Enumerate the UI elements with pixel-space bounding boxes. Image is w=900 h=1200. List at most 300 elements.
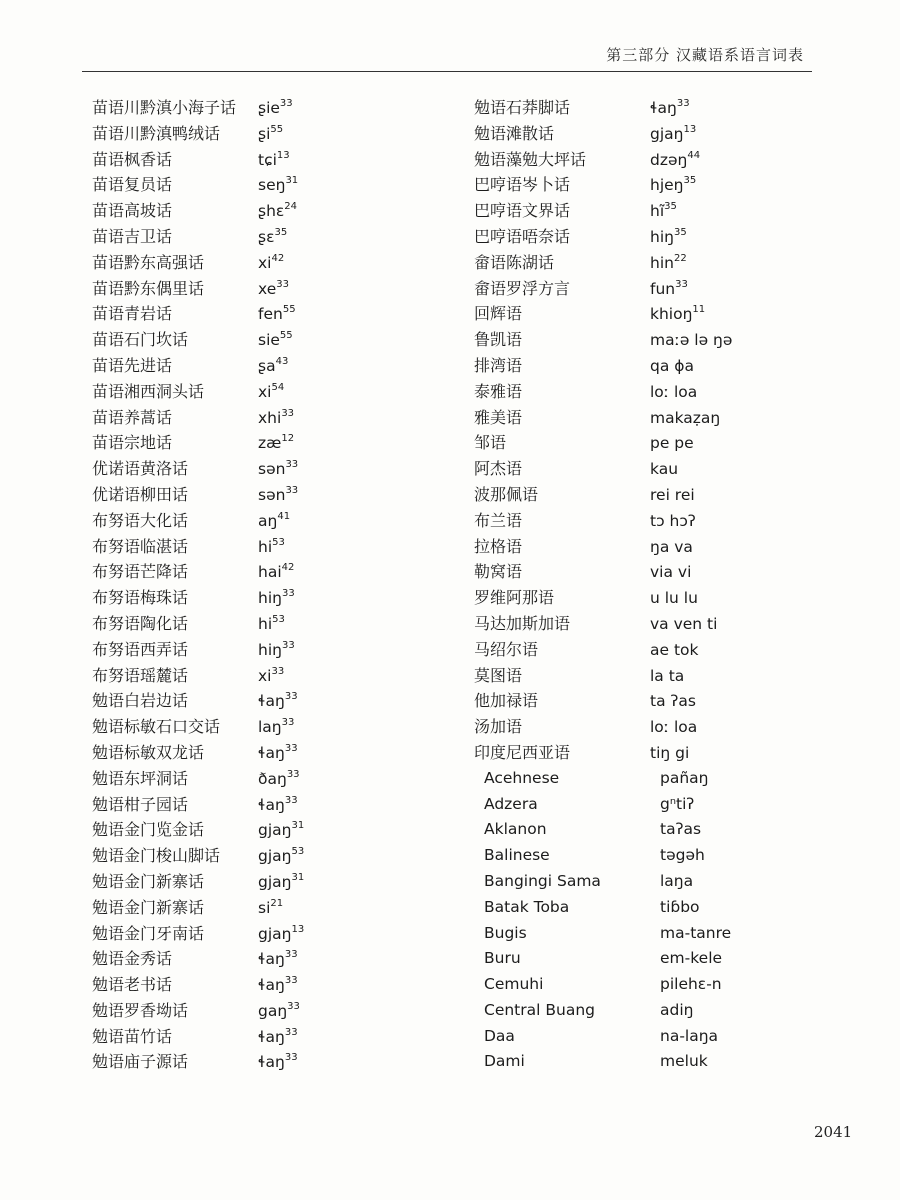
word-form-text: sən xyxy=(258,485,286,504)
tone-mark: 31 xyxy=(285,175,299,187)
word-entry xyxy=(92,714,432,740)
word-entry xyxy=(92,843,432,869)
word-entry xyxy=(474,430,814,456)
word-entry xyxy=(92,508,432,534)
word-entry xyxy=(92,559,432,585)
word-form xyxy=(660,766,708,792)
word-entry xyxy=(474,121,814,147)
word-entry xyxy=(474,353,814,379)
word-entry xyxy=(92,430,432,456)
tone-mark: 33 xyxy=(271,665,285,677)
word-entry xyxy=(92,276,432,302)
language-name: 波那佩语 xyxy=(474,484,539,504)
word-form xyxy=(258,354,288,380)
word-form xyxy=(258,560,294,586)
tone-mark: 35 xyxy=(664,201,677,213)
word-form xyxy=(650,689,696,715)
tone-mark: 33 xyxy=(284,742,298,754)
language-name: 苗语石门坎话 xyxy=(92,330,189,350)
word-form xyxy=(650,277,688,303)
word-entry xyxy=(474,508,814,534)
language-name: 勉语金门览金话 xyxy=(92,820,205,840)
tone-mark: 55 xyxy=(279,330,293,342)
language-name: 他加禄语 xyxy=(474,691,539,711)
language-name: Bugis xyxy=(484,923,527,942)
tone-mark: 43 xyxy=(275,355,289,367)
word-form-text: kau xyxy=(650,460,679,479)
language-name: 雅美语 xyxy=(474,407,523,427)
word-entry xyxy=(474,147,814,173)
language-name: 苗语高坡话 xyxy=(92,201,173,221)
word-form-text: ŋa va xyxy=(650,537,693,556)
language-name: 布努语临湛话 xyxy=(92,536,189,556)
word-entry xyxy=(92,1024,432,1050)
language-name: 排湾语 xyxy=(474,355,523,375)
language-name: 苗语先进话 xyxy=(92,355,173,375)
tone-mark: 24 xyxy=(284,201,298,213)
word-form xyxy=(650,664,684,690)
word-form xyxy=(258,1025,298,1051)
tone-mark: 44 xyxy=(687,149,701,161)
word-entry xyxy=(474,998,814,1024)
word-entry xyxy=(474,714,814,740)
word-entry xyxy=(474,972,814,998)
word-entry xyxy=(474,379,814,405)
language-name: 勉语石莽脚话 xyxy=(474,98,571,117)
page-number: 2041 xyxy=(814,1123,853,1141)
language-name: 布努语大化话 xyxy=(92,510,189,530)
word-form xyxy=(258,535,285,561)
word-form xyxy=(650,354,694,380)
word-entry xyxy=(474,327,814,353)
language-name: 勉语苗竹话 xyxy=(92,1026,173,1046)
word-form-text: na-laŋa xyxy=(660,1026,719,1045)
word-form xyxy=(258,844,304,870)
word-entry xyxy=(92,224,432,250)
word-entry xyxy=(474,740,814,766)
word-form-text: pilehɛ-n xyxy=(660,975,722,994)
word-form-text: makaẓaŋ xyxy=(650,408,721,427)
word-entry xyxy=(92,585,432,611)
language-name: Central Buang xyxy=(484,1000,595,1019)
language-name: 马绍尔语 xyxy=(474,639,539,659)
word-form-text: gjaŋ xyxy=(258,924,292,943)
tone-mark: 33 xyxy=(676,98,690,109)
tone-mark: 53 xyxy=(291,846,305,858)
word-form xyxy=(258,251,284,277)
tone-mark: 33 xyxy=(284,1052,298,1064)
language-name: 勉语老书话 xyxy=(92,975,173,995)
word-form xyxy=(258,225,287,251)
word-form xyxy=(660,998,693,1024)
word-form-text: hi xyxy=(258,537,273,556)
word-form xyxy=(660,921,731,947)
word-form xyxy=(258,999,300,1025)
language-name: 勉语柑子园话 xyxy=(92,794,189,814)
word-form-text: gjaŋ xyxy=(650,124,684,143)
word-form-text: la ta xyxy=(650,666,685,685)
language-name: 罗维阿那语 xyxy=(474,588,555,608)
word-form-text: ðaŋ xyxy=(258,769,287,788)
word-form xyxy=(258,302,296,328)
word-form xyxy=(258,483,298,509)
word-form xyxy=(650,741,689,767)
word-entry xyxy=(92,611,432,637)
language-name: 勉语标敏石口交话 xyxy=(92,717,221,737)
word-form-text: ʂɛ xyxy=(258,227,275,246)
word-entry xyxy=(92,740,432,766)
word-entry xyxy=(474,250,814,276)
word-form-text: seŋ xyxy=(258,176,286,195)
word-form xyxy=(650,560,691,586)
word-form-text: xi xyxy=(258,253,272,272)
word-entry xyxy=(92,482,432,508)
language-name: Adzera xyxy=(484,794,538,813)
word-entry xyxy=(92,250,432,276)
word-form-text: taʔas xyxy=(660,820,702,839)
word-form-text: hiŋ xyxy=(258,589,282,608)
word-form xyxy=(660,817,701,843)
tone-mark: 33 xyxy=(284,949,298,961)
language-name: 邹语 xyxy=(474,433,507,453)
language-name: 勉语标敏双龙话 xyxy=(92,742,205,762)
word-form-text: gjaŋ xyxy=(258,847,292,866)
word-form xyxy=(258,277,289,303)
tone-mark: 33 xyxy=(675,278,688,290)
language-name: 苗语青岩话 xyxy=(92,304,173,324)
language-name: 回辉语 xyxy=(474,304,523,324)
word-form-text: tɔ hɔʔ xyxy=(650,511,696,530)
word-form-text: təgəh xyxy=(660,846,705,865)
language-name: 布努语陶化话 xyxy=(92,613,189,633)
word-form-text: gⁿtiʔ xyxy=(660,794,695,813)
language-name: 布兰语 xyxy=(474,510,523,530)
language-name: 勉语藻勉大坪话 xyxy=(474,149,587,169)
word-form-text: zæ xyxy=(258,434,282,453)
word-form xyxy=(258,509,290,535)
word-form-text: sie xyxy=(258,331,280,350)
word-form xyxy=(650,148,700,174)
word-form xyxy=(650,173,696,199)
tone-mark: 33 xyxy=(281,407,295,419)
word-form-text: hin xyxy=(650,253,674,272)
word-entry xyxy=(92,327,432,353)
word-form-text: hjeŋ xyxy=(650,176,684,195)
left-column xyxy=(92,95,432,1075)
word-entry xyxy=(474,843,814,869)
word-form-text: gjaŋ xyxy=(258,821,292,840)
word-form xyxy=(258,406,294,432)
language-name: 勉语金门新寨话 xyxy=(92,897,205,917)
word-form-text: sən xyxy=(258,460,286,479)
word-form-text: adiŋ xyxy=(660,1000,694,1019)
word-form-text: aŋ xyxy=(258,511,278,530)
word-form xyxy=(650,638,699,664)
word-entry xyxy=(92,121,432,147)
word-entry xyxy=(92,1049,432,1075)
tone-mark: 33 xyxy=(286,768,300,780)
tone-mark: 33 xyxy=(284,794,298,806)
word-entry xyxy=(92,405,432,431)
word-form-text: tɕi xyxy=(258,150,277,169)
word-form-text: ʂhɛ xyxy=(258,202,285,221)
word-entry xyxy=(474,792,814,818)
word-form-text: ɬaŋ xyxy=(258,692,285,711)
language-name: 布努语西弄话 xyxy=(92,639,189,659)
word-entry xyxy=(474,663,814,689)
word-form-text: em-kele xyxy=(660,949,723,968)
language-name: 苗语黔东高强话 xyxy=(92,252,205,272)
word-form xyxy=(258,638,295,664)
tone-mark: 42 xyxy=(271,252,285,264)
word-form-text: meluk xyxy=(660,1052,708,1071)
word-entry xyxy=(474,766,814,792)
word-entry xyxy=(92,946,432,972)
word-form xyxy=(258,922,304,948)
word-form xyxy=(650,328,732,354)
word-form-text: dzəŋ xyxy=(650,150,688,169)
word-entry xyxy=(92,353,432,379)
word-form-text: rei rei xyxy=(650,485,695,504)
word-form-text: maːə lə ŋə xyxy=(650,331,733,350)
word-form xyxy=(258,1050,298,1076)
word-form-text: xhi xyxy=(258,408,282,427)
word-form xyxy=(258,767,300,793)
word-entry xyxy=(92,792,432,818)
word-form xyxy=(650,509,696,535)
word-entry xyxy=(92,456,432,482)
right-column xyxy=(474,95,814,1075)
language-name: Balinese xyxy=(484,846,550,865)
tone-mark: 33 xyxy=(284,975,298,987)
tone-mark: 33 xyxy=(281,588,295,600)
word-form xyxy=(258,689,298,715)
language-name: Batak Toba xyxy=(484,897,570,916)
word-form-text: ɬaŋ xyxy=(258,743,285,762)
word-form xyxy=(258,870,304,896)
language-name: Buru xyxy=(484,949,521,968)
language-name: 泰雅语 xyxy=(474,381,523,401)
word-entry xyxy=(92,895,432,921)
word-form xyxy=(258,612,285,638)
word-form xyxy=(258,793,298,819)
tone-mark: 21 xyxy=(270,897,284,909)
word-form xyxy=(258,199,297,225)
word-entry xyxy=(92,637,432,663)
word-form xyxy=(660,869,693,895)
language-name: 马达加斯加语 xyxy=(474,613,571,633)
word-form-text: xi xyxy=(258,666,272,685)
word-form xyxy=(660,1049,708,1075)
word-form xyxy=(650,96,690,122)
word-form-text: ʂie xyxy=(258,99,280,117)
word-form xyxy=(650,380,697,406)
word-entry xyxy=(92,172,432,198)
tone-mark: 54 xyxy=(271,381,285,393)
word-form xyxy=(660,946,722,972)
language-name: 勉语罗香坳话 xyxy=(92,1000,189,1020)
word-entry xyxy=(474,1049,814,1075)
tone-mark: 33 xyxy=(284,1026,298,1038)
word-form-text: si xyxy=(258,898,271,917)
tone-mark: 31 xyxy=(291,820,305,832)
tone-mark: 33 xyxy=(285,484,299,496)
word-form-text: pañaŋ xyxy=(660,768,709,787)
word-form xyxy=(258,715,294,741)
tone-mark: 42 xyxy=(281,562,295,574)
language-name: 勉语白岩边话 xyxy=(92,691,189,711)
header-rule xyxy=(82,71,812,72)
language-name: 畲语陈湖话 xyxy=(474,252,555,272)
word-entry xyxy=(474,1024,814,1050)
word-entry xyxy=(92,998,432,1024)
language-name: 阿杰语 xyxy=(474,459,523,479)
word-form-text: xi xyxy=(258,382,272,401)
word-form-text: fen xyxy=(258,305,283,324)
word-entry xyxy=(474,276,814,302)
tone-mark: 33 xyxy=(285,459,299,471)
word-entry xyxy=(474,921,814,947)
tone-mark: 35 xyxy=(274,226,288,238)
language-name: 畲语罗浮方言 xyxy=(474,278,571,298)
word-form xyxy=(650,302,705,328)
word-form-text: via vi xyxy=(650,563,692,582)
language-name: 巴哼语文界话 xyxy=(474,201,571,221)
language-name: Acehnese xyxy=(484,768,560,787)
language-name: 勉语金门新寨话 xyxy=(92,871,205,891)
word-entry xyxy=(92,817,432,843)
language-name: 苗语复员话 xyxy=(92,175,173,195)
word-form xyxy=(650,586,698,612)
word-form-text: hiŋ xyxy=(650,227,674,246)
word-form xyxy=(660,972,722,998)
language-name: 苗语吉卫话 xyxy=(92,226,173,246)
language-name: 勉语东坪洞话 xyxy=(92,768,189,788)
word-form-text: ɬaŋ xyxy=(258,1027,285,1046)
word-form xyxy=(258,818,304,844)
word-form xyxy=(258,457,298,483)
word-entry xyxy=(474,688,814,714)
word-entry xyxy=(474,301,814,327)
language-name: 印度尼西亚语 xyxy=(474,742,571,762)
word-form-text: hĩ xyxy=(650,202,665,221)
word-form xyxy=(650,225,687,251)
word-form-text: ɬaŋ xyxy=(258,1053,285,1072)
tone-mark: 13 xyxy=(291,923,305,935)
word-form-text: ʂa xyxy=(258,356,276,375)
word-form-text: va ven ti xyxy=(650,614,718,633)
word-entry xyxy=(92,766,432,792)
word-entry xyxy=(474,482,814,508)
word-form-text: ʂi xyxy=(258,124,271,143)
word-form xyxy=(258,431,294,457)
word-form xyxy=(258,896,283,922)
word-form xyxy=(650,715,697,741)
language-name: 勉语金门牙南话 xyxy=(92,923,205,943)
language-name: 鲁凯语 xyxy=(474,330,523,350)
language-name: 苗语养蒿话 xyxy=(92,407,173,427)
word-entry xyxy=(474,534,814,560)
word-form xyxy=(258,173,298,199)
word-form xyxy=(660,1024,718,1050)
language-name: 莫图语 xyxy=(474,665,523,685)
tone-mark: 13 xyxy=(276,149,290,161)
tone-mark: 33 xyxy=(281,717,295,729)
word-form-text: qa ɸa xyxy=(650,356,694,375)
word-form xyxy=(258,328,293,354)
word-form-text: hi xyxy=(258,614,273,633)
tone-mark: 13 xyxy=(683,123,697,135)
word-form xyxy=(660,843,705,869)
tone-mark: 33 xyxy=(287,1000,300,1012)
word-form xyxy=(258,947,298,973)
word-entry xyxy=(474,895,814,921)
language-name: 汤加语 xyxy=(474,717,523,737)
tone-mark: 35 xyxy=(683,175,697,187)
word-form xyxy=(258,380,284,406)
word-entry xyxy=(92,688,432,714)
language-name: 苗语川黔滇鸭绒话 xyxy=(92,123,221,143)
word-form xyxy=(258,148,290,174)
language-name: 拉格语 xyxy=(474,536,523,556)
running-header: 第三部分 汉藏语系语言词表 xyxy=(606,46,804,64)
word-entry xyxy=(474,817,814,843)
tone-mark: 33 xyxy=(281,639,295,651)
tone-mark: 35 xyxy=(673,226,687,238)
word-form-text: loː loa xyxy=(650,718,698,737)
language-name: 勒窝语 xyxy=(474,562,523,582)
tone-mark: 55 xyxy=(270,123,284,135)
word-form xyxy=(650,406,720,432)
language-name: 苗语宗地话 xyxy=(92,433,173,453)
language-name: Aklanon xyxy=(484,820,547,839)
language-name: 苗语川黔滇小海子话 xyxy=(92,98,237,117)
language-name: 苗语枫香话 xyxy=(92,149,173,169)
language-name: Daa xyxy=(484,1026,515,1045)
word-entry xyxy=(474,585,814,611)
word-form xyxy=(650,199,677,225)
word-entry xyxy=(92,534,432,560)
word-form-text: ɬaŋ xyxy=(258,976,285,995)
language-name: 巴哼语岑卜话 xyxy=(474,175,571,195)
word-entry xyxy=(474,946,814,972)
tone-mark: 11 xyxy=(692,304,706,316)
word-form-text: xe xyxy=(258,279,277,298)
word-form xyxy=(650,535,693,561)
tone-mark: 33 xyxy=(279,98,293,109)
word-entry xyxy=(474,198,814,224)
word-form-text: laŋa xyxy=(660,871,694,890)
word-form xyxy=(660,792,694,818)
word-entry xyxy=(474,224,814,250)
word-form-text: gaŋ xyxy=(258,1001,288,1020)
language-name: 勉语金秀话 xyxy=(92,949,173,969)
language-name: 巴哼语唔奈话 xyxy=(474,226,571,246)
word-form-text: fun xyxy=(650,279,676,298)
tone-mark: 12 xyxy=(281,433,295,445)
word-form-text: ma-tanre xyxy=(660,923,732,942)
word-form-text: khioŋ xyxy=(650,305,693,324)
language-name: 布努语瑶麓话 xyxy=(92,665,189,685)
word-entry xyxy=(474,611,814,637)
word-form xyxy=(258,586,295,612)
word-form xyxy=(650,483,695,509)
word-form-text: tiŋ gi xyxy=(650,743,690,762)
word-form-text: u lu lu xyxy=(650,589,698,608)
word-form-text: gjaŋ xyxy=(258,872,292,891)
word-form xyxy=(650,457,678,483)
word-entry xyxy=(92,663,432,689)
